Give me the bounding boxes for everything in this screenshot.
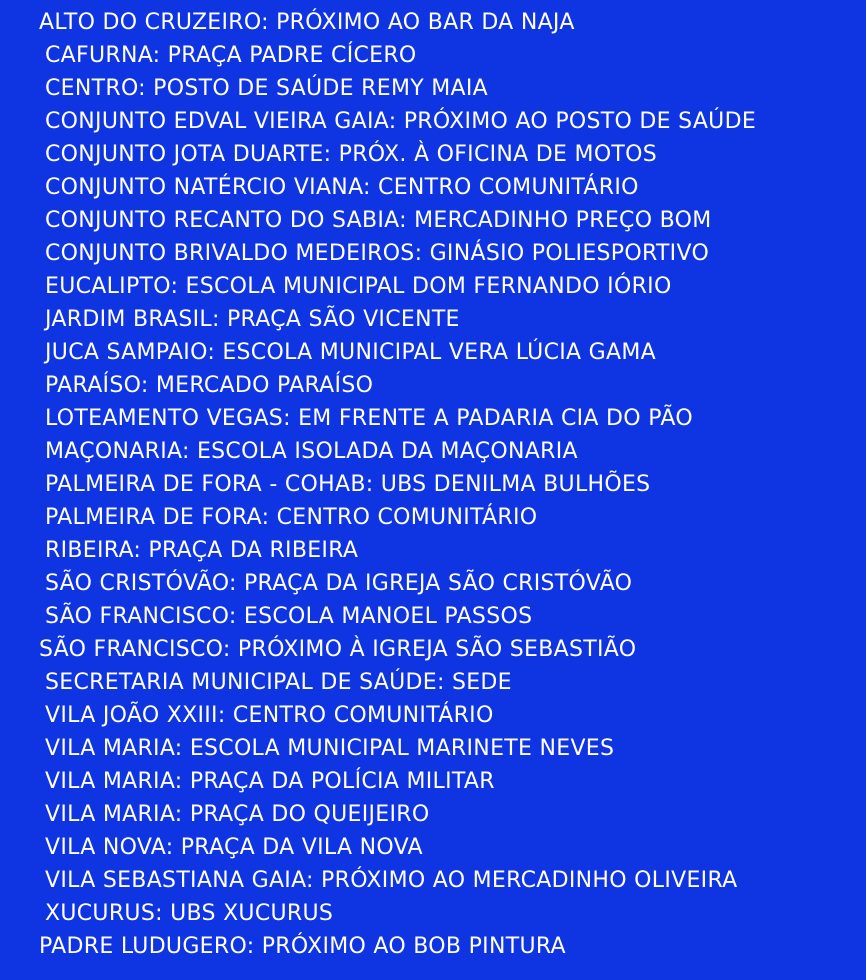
- location-entry: CONJUNTO EDVAL VIEIRA GAIA: PRÓXIMO AO POSTO DE SAÚDE: [45, 109, 757, 134]
- location-entry: XUCURUS: UBS XUCURUS: [45, 901, 334, 926]
- location-entry: JUCA SAMPAIO: ESCOLA MUNICIPAL VERA LÚCIA GAMA: [45, 340, 656, 365]
- location-entry: CONJUNTO JOTA DUARTE: PRÓX. À OFICINA DE MOTOS: [45, 142, 658, 167]
- location-entry: CAFURNA: PRAÇA PADRE CÍCERO: [45, 43, 417, 68]
- location-entry: SECRETARIA MUNICIPAL DE SAÚDE: SEDE: [45, 670, 512, 695]
- location-entry: VILA MARIA: ESCOLA MUNICIPAL MARINETE NEVES: [45, 736, 615, 761]
- location-entry: CENTRO: POSTO DE SAÚDE REMY MAIA: [45, 76, 489, 101]
- location-entry: CONJUNTO RECANTO DO SABIA: MERCADINHO PREÇO BOM: [45, 208, 712, 233]
- location-entry: JARDIM BRASIL: PRAÇA SÃO VICENTE: [45, 307, 460, 332]
- location-entry: SÃO FRANCISCO: PRÓXIMO À IGREJA SÃO SEBASTIÃO: [39, 637, 637, 662]
- location-entry: PALMEIRA DE FORA - COHAB: UBS DENILMA BULHÕES: [45, 472, 651, 497]
- location-entry: CONJUNTO NATÉRCIO VIANA: CENTRO COMUNITÁRIO: [45, 175, 639, 200]
- location-entry: PADRE LUDUGERO: PRÓXIMO AO BOB PINTURA: [39, 934, 566, 959]
- location-entry: RIBEIRA: PRAÇA DA RIBEIRA: [45, 538, 359, 563]
- location-entry: EUCALIPTO: ESCOLA MUNICIPAL DOM FERNANDO IÓRIO: [45, 274, 672, 299]
- location-entry: PALMEIRA DE FORA: CENTRO COMUNITÁRIO: [45, 505, 538, 530]
- location-entry: VILA JOÃO XXIII: CENTRO COMUNITÁRIO: [45, 703, 494, 728]
- location-entry: VILA SEBASTIANA GAIA: PRÓXIMO AO MERCADINHO OLIVEIRA: [45, 868, 738, 893]
- location-entry: PARAÍSO: MERCADO PARAÍSO: [45, 373, 374, 398]
- location-entry: VILA MARIA: PRAÇA DA POLÍCIA MILITAR: [45, 769, 495, 794]
- location-entry: ALTO DO CRUZEIRO: PRÓXIMO AO BAR DA NAJA: [39, 10, 575, 35]
- location-entry: MAÇONARIA: ESCOLA ISOLADA DA MAÇONARIA: [45, 439, 578, 464]
- location-entry: SÃO CRISTÓVÃO: PRAÇA DA IGREJA SÃO CRISTÓVÃO: [45, 571, 633, 596]
- location-entry: VILA MARIA: PRAÇA DO QUEIJEIRO: [45, 802, 430, 827]
- location-entry: CONJUNTO BRIVALDO MEDEIROS: GINÁSIO POLIESPORTIVO: [45, 241, 710, 266]
- location-entry: VILA NOVA: PRAÇA DA VILA NOVA: [45, 835, 423, 860]
- location-entry: SÃO FRANCISCO: ESCOLA MANOEL PASSOS: [45, 604, 533, 629]
- location-entry: LOTEAMENTO VEGAS: EM FRENTE A PADARIA CIA DO PÃO: [45, 406, 693, 431]
